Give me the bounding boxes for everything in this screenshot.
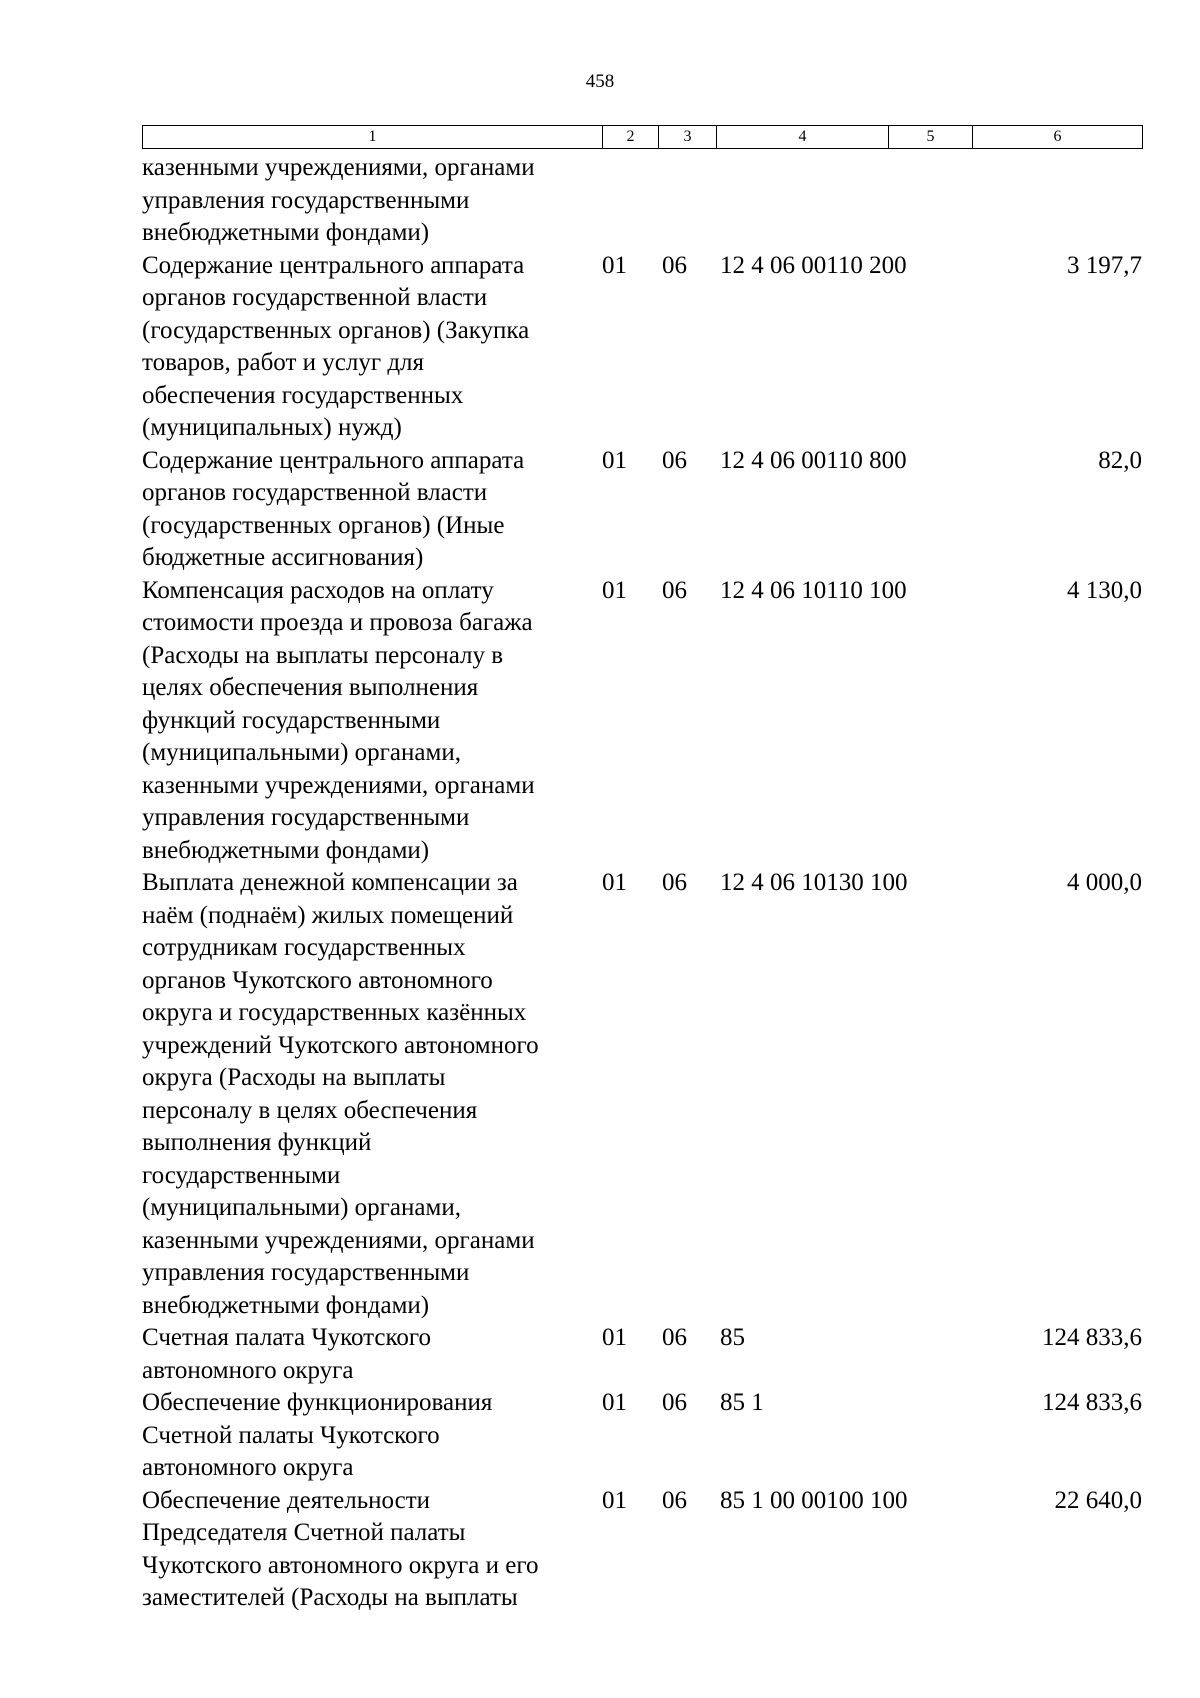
header-col-3: 3 bbox=[659, 126, 717, 149]
column-number-header bbox=[142, 125, 1143, 149]
expense-name-line: Счетной палаты Чукотского bbox=[142, 1421, 440, 1449]
table-row bbox=[142, 1387, 1142, 1485]
expense-name-line: (государственных органов) (Закупка bbox=[142, 316, 530, 344]
amount: 124 833,6 bbox=[1042, 1389, 1142, 1416]
target-article-code: 85 bbox=[720, 1324, 745, 1351]
expense-name-line: казенными учреждениями, органами bbox=[142, 771, 535, 799]
amount: 124 833,6 bbox=[1042, 1324, 1142, 1351]
amount: 82,0 bbox=[1098, 446, 1142, 474]
table-row bbox=[142, 445, 1142, 575]
expense-name-line: бюджетные ассигнования) bbox=[142, 544, 424, 571]
expense-name-line: автономного округа bbox=[142, 1356, 354, 1384]
amount: 4 130,0 bbox=[1067, 576, 1142, 604]
page-number: 458 bbox=[585, 71, 615, 92]
table-row bbox=[142, 1485, 1142, 1615]
expense-name-line: учреждений Чукотского автономного bbox=[142, 1031, 539, 1059]
expense-name-line: (муниципальными) органами, bbox=[142, 1194, 461, 1221]
expense-name-line: стоимости проезда и провоза багажа bbox=[142, 609, 533, 636]
expense-name-line: Обеспечение деятельности bbox=[142, 1486, 431, 1514]
target-article-code: 85 1 bbox=[720, 1389, 764, 1416]
section-code: 01 bbox=[602, 1389, 627, 1416]
expense-name-line: управления государственными bbox=[142, 1259, 470, 1286]
expense-name-line: функций государственными bbox=[142, 706, 441, 734]
expense-name-line: округа (Расходы на выплаты bbox=[142, 1064, 446, 1091]
expense-name-line: (Расходы на выплаты персоналу в bbox=[142, 641, 504, 669]
expense-name-line: Счетная палата Чукотского bbox=[142, 1324, 431, 1351]
expense-name-line: (государственных органов) (Иные bbox=[142, 511, 505, 539]
subsection-code: 06 bbox=[662, 576, 687, 604]
expense-name-line: округа и государственных казённых bbox=[142, 999, 527, 1026]
expense-name-line: Чукотского автономного округа и его bbox=[142, 1551, 539, 1579]
subsection-code: 06 bbox=[662, 251, 687, 279]
header-col-2: 2 bbox=[603, 126, 659, 149]
amount: 3 197,7 bbox=[1067, 251, 1142, 279]
expense-name bbox=[142, 867, 602, 1322]
expense-name-line: обеспечения государственных bbox=[142, 381, 464, 409]
expense-name bbox=[142, 445, 602, 575]
expense-name-line: органов государственной власти bbox=[142, 284, 488, 311]
expense-name-line: внебюджетными фондами) bbox=[142, 836, 430, 864]
amount: 4 000,0 bbox=[1067, 869, 1142, 896]
expense-name bbox=[142, 1485, 602, 1615]
expense-name bbox=[142, 575, 602, 868]
section-code: 01 bbox=[602, 251, 627, 279]
expense-name-line: органов Чукотского автономного bbox=[142, 966, 493, 994]
budget-table-body bbox=[142, 152, 1142, 1615]
target-article-code: 12 4 06 10130 100 bbox=[720, 869, 908, 896]
section-code: 01 bbox=[602, 869, 627, 896]
expense-name bbox=[142, 152, 602, 250]
header-col-5: 5 bbox=[889, 126, 973, 149]
expense-name-line: Обеспечение функционирования bbox=[142, 1389, 493, 1416]
expense-name bbox=[142, 1322, 602, 1387]
expense-name bbox=[142, 250, 602, 445]
expense-name-line: внебюджетными фондами) bbox=[142, 219, 430, 246]
expense-name-line: Содержание центрального аппарата bbox=[142, 446, 525, 474]
expense-name-line: (муниципальными) органами, bbox=[142, 739, 461, 766]
expense-name-line: Содержание центрального аппарата bbox=[142, 251, 525, 279]
section-code: 01 bbox=[602, 446, 627, 474]
expense-name-line: наём (поднаём) жилых помещений bbox=[142, 901, 514, 929]
section-code: 01 bbox=[602, 576, 627, 604]
expense-name-line: сотрудникам государственных bbox=[142, 934, 466, 961]
expense-name-line: органов государственной власти bbox=[142, 479, 488, 506]
target-article-code: 12 4 06 00110 200 bbox=[720, 251, 907, 279]
header-col-1: 1 bbox=[143, 126, 603, 149]
expense-name-line: внебюджетными фондами) bbox=[142, 1291, 430, 1319]
amount: 22 640,0 bbox=[1054, 1486, 1142, 1514]
expense-name-line: (муниципальных) нужд) bbox=[142, 414, 402, 441]
subsection-code: 06 bbox=[662, 1389, 687, 1416]
expense-name-line: государственными bbox=[142, 1161, 341, 1189]
expense-name-line: Председателя Счетной палаты bbox=[142, 1519, 466, 1546]
subsection-code: 06 bbox=[662, 1324, 687, 1351]
expense-name-line: заместителей (Расходы на выплаты bbox=[142, 1584, 518, 1611]
target-article-code: 12 4 06 00110 800 bbox=[720, 446, 907, 474]
subsection-code: 06 bbox=[662, 869, 687, 896]
header-col-4: 4 bbox=[717, 126, 889, 149]
expense-name-line: Компенсация расходов на оплату bbox=[142, 576, 494, 604]
expense-name-line: казенными учреждениями, органами bbox=[142, 154, 535, 181]
expense-name-line: персоналу в целях обеспечения bbox=[142, 1096, 478, 1124]
subsection-code: 06 bbox=[662, 446, 687, 474]
header-col-6: 6 bbox=[973, 126, 1143, 149]
table-row bbox=[142, 152, 1142, 250]
section-code: 01 bbox=[602, 1486, 627, 1514]
expense-name-line: выполнения функций bbox=[142, 1129, 372, 1156]
target-article-code: 12 4 06 10110 100 bbox=[720, 576, 907, 604]
expense-name-line: Выплата денежной компенсации за bbox=[142, 869, 518, 896]
target-article-code: 85 1 00 00100 100 bbox=[720, 1486, 908, 1514]
table-row bbox=[142, 1322, 1142, 1387]
expense-name-line: казенными учреждениями, органами bbox=[142, 1226, 535, 1254]
table-row bbox=[142, 575, 1142, 868]
table-row bbox=[142, 867, 1142, 1322]
section-code: 01 bbox=[602, 1324, 627, 1351]
expense-name-line: целях обеспечения выполнения bbox=[142, 674, 479, 701]
expense-name-line: товаров, работ и услуг для bbox=[142, 349, 425, 376]
expense-name bbox=[142, 1387, 602, 1485]
expense-name-line: управления государственными bbox=[142, 186, 470, 214]
expense-name-line: управления государственными bbox=[142, 804, 470, 831]
expense-name-line: автономного округа bbox=[142, 1454, 354, 1481]
table-row bbox=[142, 250, 1142, 445]
subsection-code: 06 bbox=[662, 1486, 687, 1514]
